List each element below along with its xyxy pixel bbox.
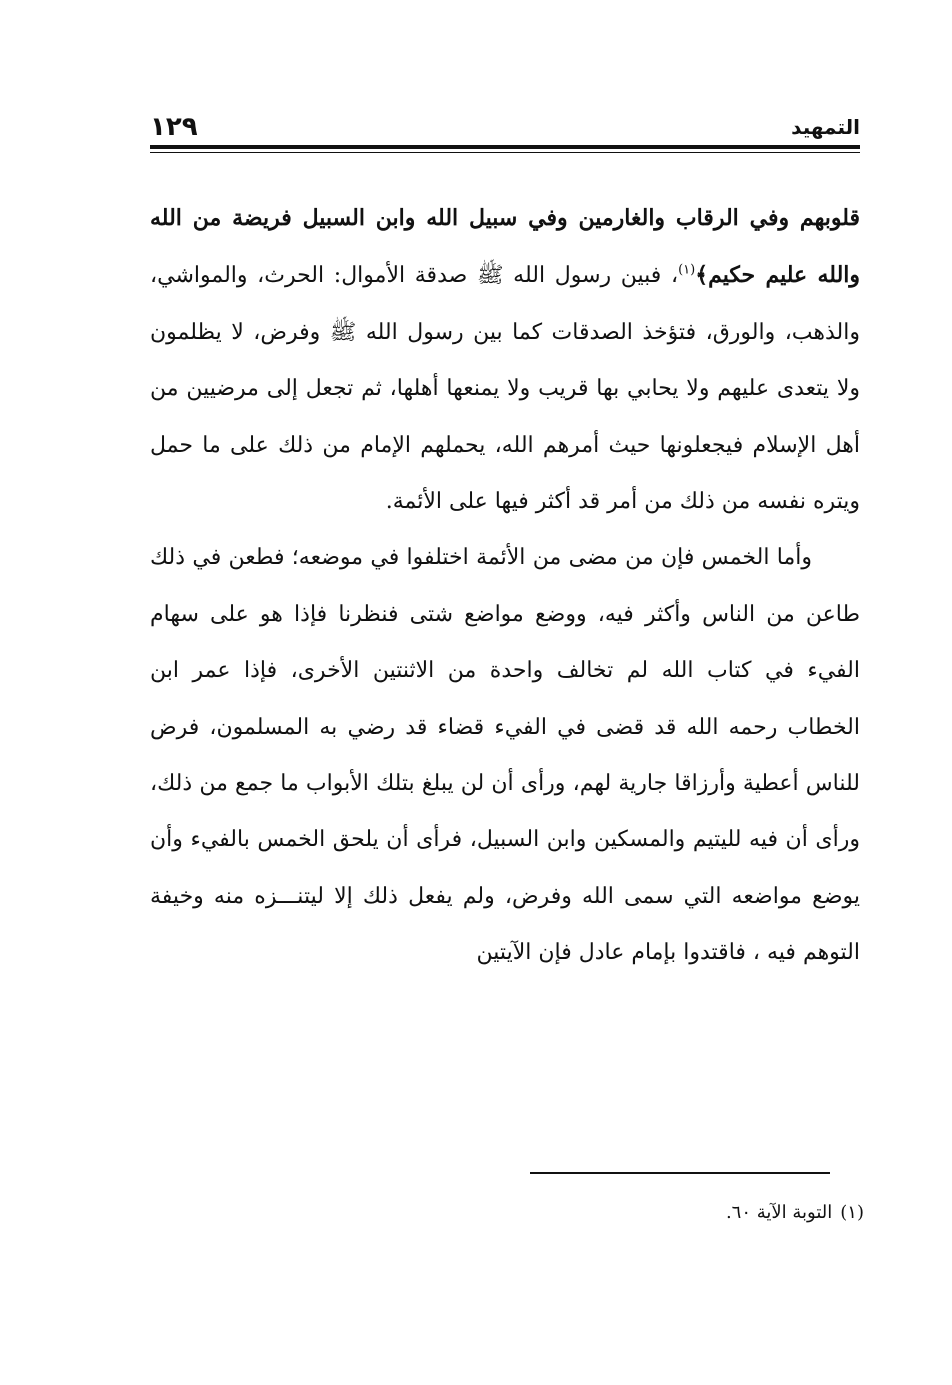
header-rule-thin bbox=[150, 152, 860, 153]
footnote-reference[interactable]: (١) bbox=[678, 263, 696, 279]
footnote-text: التوبة الآية ٦٠. bbox=[725, 1202, 833, 1223]
paragraph-1-text: ، فبين رسول الله ﷺ صدقة الأموال: الحرث، والمواشي، والذهب، والورق، فتؤخذ الصدقات كما بين رسول الله ﷺ وفرض، لا يظلمون ولا يتعدى عليهم ولا يحابي بها قريب ولا يمنعها أهلها، ثم تجعل إلى مرضيين من أهل الإسلام فيجعلونها حيث أمرهم الله، يحملهم الإمام من ذلك على ما حمل ويتره نفسه من ذلك من أمر قد أكثر فيها على الأئمة. bbox=[150, 263, 860, 515]
page-header bbox=[150, 112, 860, 144]
paragraph-1 bbox=[150, 190, 860, 530]
running-title: التمهيد bbox=[791, 115, 860, 139]
footnote bbox=[726, 1200, 864, 1226]
main-text bbox=[150, 190, 860, 982]
footnote-marker: (١) bbox=[840, 1202, 864, 1223]
page-number: ١٢٩ bbox=[150, 112, 198, 142]
header-rule bbox=[150, 145, 860, 149]
quran-verse: قلوبهم وفي الرقاب والغارمين وفي سبيل الله وابن السبيل فريضة من الله والله عليم حكيم﴾ bbox=[150, 205, 861, 289]
paragraph-2: وأما الخمس فإن من مضى من الأئمة اختلفوا في موضعه؛ فطعن في ذلك طاعن من الناس وأكثر فيه، ووضع مواضع شتى فنظرنا فإذا هو على سهام الفيء في كتاب الله لم تخالف واحدة من الاثنتين الأخرى، فإذا عمر ابن الخطاب رحمه الله قد قضى في الفيء قضاء قد رضي به المسلمون، فرض للناس أعطية وأرزاقا جارية لهم، ورأى أن لن يبلغ بتلك الأبواب ما جمع من ذلك، ورأى أن فيه لليتيم والمسكين وابن السبيل، فرأى أن يلحق الخمس بالفيء وأن يوضع مواضعه التي سمى الله وفرض، ولم يفعل ذلك إلا ليتنـــزه منه وخيفة التوهم فيه ، فاقتدوا بإمام عادل فإن الآيتين bbox=[150, 545, 860, 966]
footnote-separator bbox=[530, 1172, 830, 1174]
